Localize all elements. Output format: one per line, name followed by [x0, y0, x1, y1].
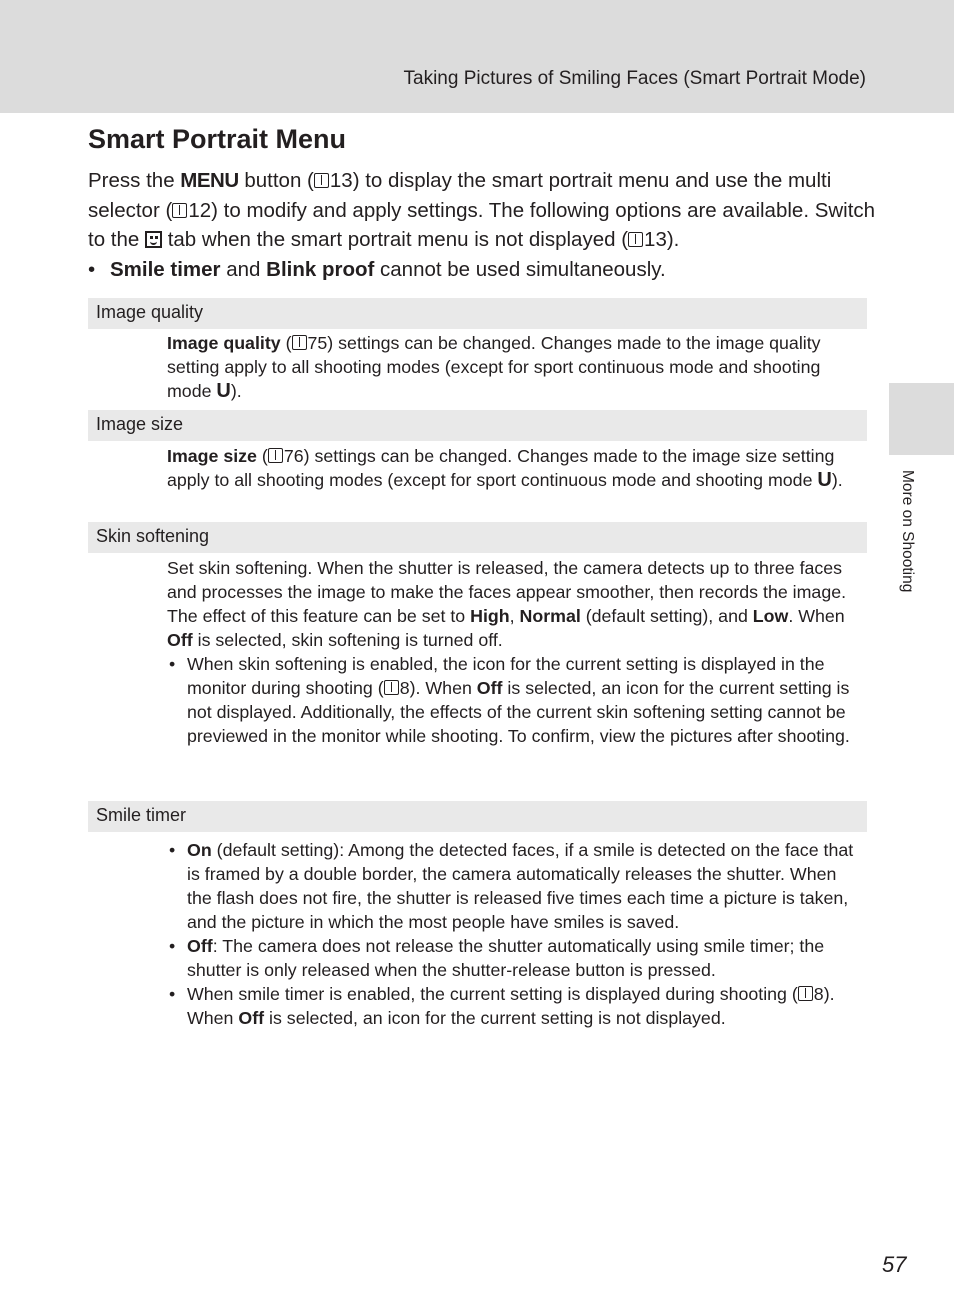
running-header: Taking Pictures of Smiling Faces (Smart Portrait Mode)	[403, 68, 866, 89]
page-reference-icon	[798, 986, 813, 1001]
list-item: • When smile timer is enabled, the current setting is displayed during shooting ( 8). When Off is selected, an icon for the current setting is not displayed.	[167, 982, 857, 1030]
sport-mode-icon: U	[216, 380, 231, 402]
page-reference-icon	[292, 335, 307, 350]
list-item: • On (default setting): Among the detected faces, if a smile is detected on the face that is framed by a double border, the camera automatically releases the shutter. When the flash does not fire, the shutter is released five times each time a picture is taken, and the picture in which the most people have smiles is saved.	[167, 838, 857, 934]
menu-button-glyph: MENU	[180, 169, 239, 192]
skin-softening-description: Set skin softening. When the shutter is released, the camera detects up to three faces and processes the image to make the faces appear smoother, then records the image. The effect of this feature can be set to High, Normal (default setting), and Low. When Off is selected, skin softening is turned off. • When skin softening is enabled, the icon for the current setting is displayed in the monitor during shooting ( 8). When Off is selected, an icon for the current setting is not displayed. Additionally, the effects of the current skin softening setting cannot be previewed in the monitor while shooting. To confirm, view the pictures after shooting.	[167, 556, 857, 748]
list-item: • Off: The camera does not release the shutter automatically using smile timer; the shutter is only released when the shutter-release button is pressed.	[167, 934, 857, 982]
section-heading-skin-softening: Skin softening	[88, 522, 867, 553]
page-reference-icon	[268, 448, 283, 463]
list-item: • When skin softening is enabled, the icon for the current setting is displayed in the monitor during shooting ( 8). When Off is selected, an icon for the current setting is not displayed. Additionally, the effects of the current skin softening setting cannot be previewed in the monitor while shooting. To confirm, view the pictures after shooting.	[167, 652, 857, 748]
image-size-description: Image size ( 76) settings can be changed. Changes made to the image size setting apply to all shooting modes (except for sport continuous mode and shooting mode U).	[167, 446, 843, 491]
chapter-side-label: More on Shooting	[899, 470, 916, 593]
page-reference-icon	[384, 680, 399, 695]
image-quality-description: Image quality ( 75) settings can be changed. Changes made to the image quality setting apply to all shooting modes (except for sport continuous mode and shooting mode U).	[167, 333, 821, 402]
smile-timer-description	[167, 838, 857, 1030]
chapter-tab	[889, 383, 954, 455]
page-reference-icon	[628, 232, 643, 247]
section-heading-image-quality: Image quality	[88, 298, 867, 329]
page-title: Smart Portrait Menu	[88, 124, 347, 154]
section-heading-image-size: Image size	[88, 410, 867, 441]
sport-mode-icon: U	[817, 469, 832, 491]
intro-paragraph: Press the MENU button ( 13) to display the smart portrait menu and use the multi selector ( 12) to modify and apply settings. The following options are available. Switch to the tab when the smart portrait menu is not displayed ( 13).	[88, 169, 876, 251]
smile-tab-icon	[145, 231, 162, 248]
page-number: 57	[882, 1252, 907, 1277]
header-band	[0, 0, 954, 113]
section-heading-smile-timer: Smile timer	[88, 801, 867, 832]
page-reference-icon	[314, 173, 329, 188]
simultaneous-use-note: • Smile timer and Blink proof cannot be used simultaneously.	[88, 258, 666, 281]
page-reference-icon	[172, 203, 187, 218]
